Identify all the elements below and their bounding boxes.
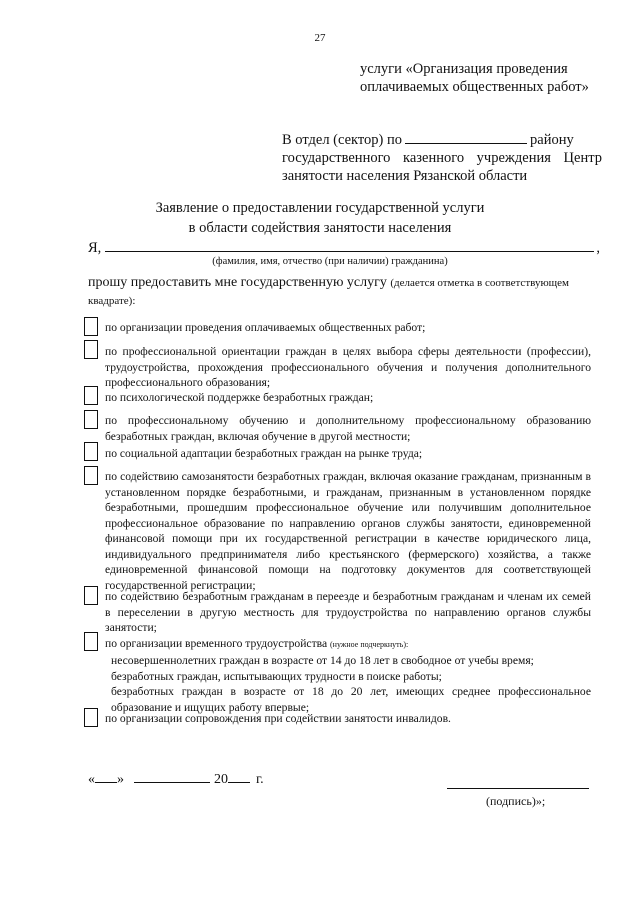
temp-employment-young-graduates[interactable]: безработных граждан в возрасте от 18 до 20 лет, имеющих среднее профессиональное образование и ищущих работу впервые; [111, 685, 591, 715]
option-checkbox-vocational-training[interactable] [84, 410, 98, 429]
applicant-name-field[interactable] [105, 236, 594, 252]
option-checkbox-self-employment[interactable] [84, 466, 98, 485]
signature-caption: (подпись)»; [486, 794, 546, 808]
title-line-1: Заявление о предоставлении государственной услуги [155, 200, 485, 216]
option-checkbox-career-guidance[interactable] [84, 340, 98, 359]
district-blank-field[interactable] [405, 130, 527, 144]
year-suffix: г. [256, 772, 264, 787]
temp-employment-note: (нужное подчеркнуть): [330, 640, 409, 649]
document-title [100, 198, 540, 238]
option-career-guidance: по профессиональной ориентации граждан в целях выбора сферы деятельности (профессии), трудоустройства, прохождения профессионального обучения и получения дополнительного профессионального образования; [105, 345, 591, 389]
page-number: 27 [314, 32, 326, 44]
applicant-caption: (фамилия, имя, отчество (при наличии) гражданина) [212, 256, 448, 267]
date-line [88, 770, 264, 788]
title-line-2: в области содействия занятости населения [188, 220, 452, 236]
request-main: прошу предоставить мне государственную услугу [88, 275, 387, 290]
option-public-works: по организации проведения оплачиваемых общественных работ; [105, 321, 426, 334]
option-disabled-support: по организации сопровождения при содействии занятости инвалидов. [105, 712, 451, 725]
option-self-employment: по содействию самозанятости безработных граждан, включая оказание гражданам, признанным в установленном порядке безработными, и гражданам, признанным в установленном порядке безработными, прошедшим профессиональное обучение или получившим дополнительное профессиональное образование по направлению органов службы занятости, единовременной финансовой помощи при их государственной регистрации в качестве юридического лица, индивидуального предпринимателя либо крестьянского (фермерского) хозяйства, а также единовременной финансовой помощи на подготовку документов для соответствующей государственной регистрации; [105, 470, 591, 592]
temp-employment-label: по организации временного трудоустройства [105, 637, 328, 650]
addressee-first-line [282, 130, 602, 149]
option-checkbox-relocation[interactable] [84, 586, 98, 605]
option-checkbox-social-adaptation[interactable] [84, 442, 98, 461]
month-field[interactable] [134, 770, 210, 783]
option-social-adaptation: по социальной адаптации безработных граждан на рынке труда; [105, 447, 423, 460]
temp-employment-minors[interactable]: несовершеннолетних граждан в возрасте от 14 до 18 лет в свободное от учебы время; [111, 653, 534, 667]
year-prefix: 20 [214, 772, 228, 787]
option-checkbox-public-works[interactable] [84, 317, 98, 336]
date-open-quote: « [88, 772, 95, 787]
applicant-suffix: , [596, 240, 600, 256]
addressee-institution: государственного казенного учреждения Центр занятости населения Рязанской области [282, 150, 602, 184]
request-note: (делается отметка в соответствующем квадрате): [88, 277, 569, 307]
option-vocational-training: по профессиональному обучению и дополнительному профессиональному образованию безработных граждан, включая обучение в другой местности; [105, 414, 591, 443]
day-field[interactable] [95, 770, 117, 783]
service-reference: услуги «Организация проведения оплачиваемых общественных работ» [360, 61, 589, 95]
date-close-quote: » [117, 772, 124, 787]
option-psych-support: по психологической поддержке безработных граждан; [105, 391, 374, 404]
signature-field[interactable] [447, 788, 589, 789]
applicant-line [88, 236, 600, 257]
option-checkbox-psych-support[interactable] [84, 386, 98, 405]
temp-employment-difficulty[interactable]: безработных граждан, испытывающих трудности в поиске работы; [111, 669, 442, 683]
option-relocation: по содействию безработным гражданам в переезде и безработным гражданам и членам их семей в переселении в другую местность для трудоустройства по направлению органов службы занятости; [105, 590, 591, 634]
addressee-suffix: району [530, 132, 574, 148]
option-checkbox-temp-employment[interactable] [84, 632, 98, 651]
year-field[interactable] [228, 770, 250, 783]
option-temp-employment [105, 636, 591, 716]
addressee-block [282, 130, 602, 185]
addressee-prefix: В отдел (сектор) по [282, 132, 403, 148]
applicant-prefix: Я, [88, 240, 102, 256]
request-text [88, 274, 600, 310]
option-checkbox-disabled-support[interactable] [84, 708, 98, 727]
